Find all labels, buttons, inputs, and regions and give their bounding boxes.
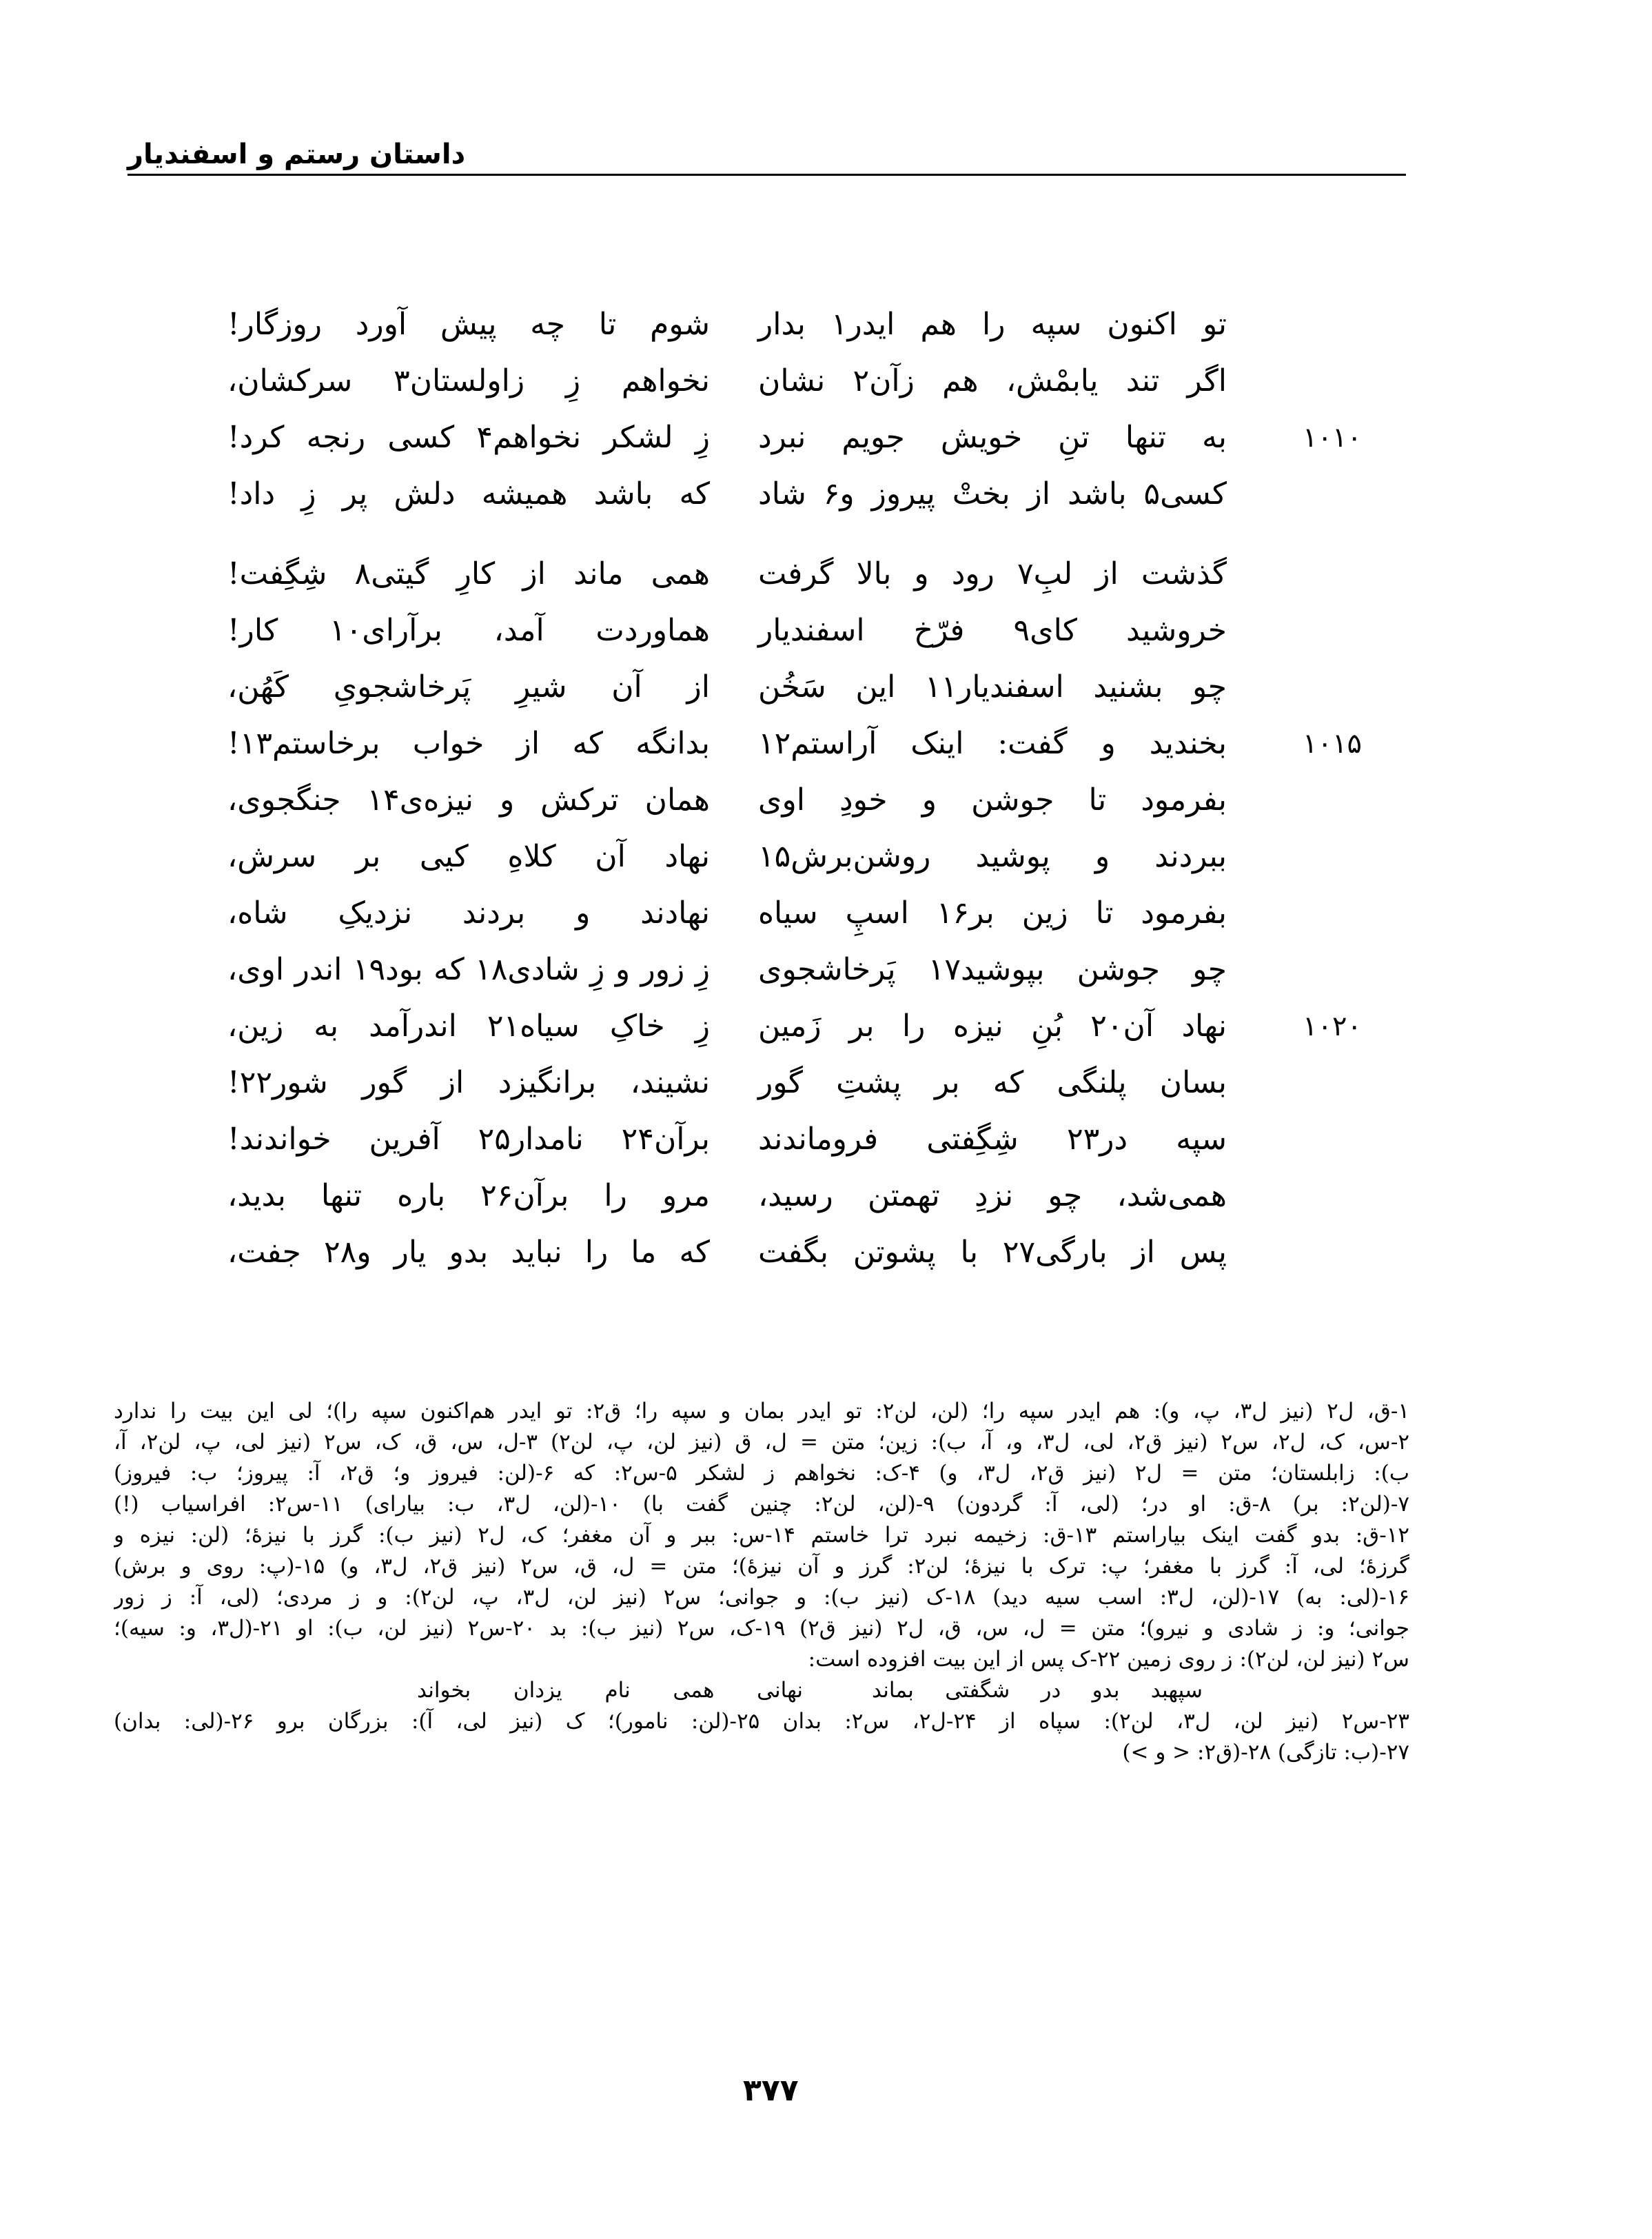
footnote-line: س۲ (نیز لن، لن۲): ز روی زمین ۲۲-ک پس از این بیت افزوده است: [808, 1647, 1409, 1672]
page-number: ۳۷۷ [743, 2073, 799, 2108]
hemistich-second: نهادند و بردند نزدیکِ شاه، [227, 895, 710, 931]
couplet [227, 1111, 1413, 1168]
couplet [227, 1055, 1413, 1111]
hemistich-second: نشیند، برانگیزد از گور شور۲۲! [227, 1065, 710, 1100]
header-rule [128, 174, 1406, 176]
poem-body [227, 296, 1413, 1281]
hemistich-second: از آن شیرِ پَرخاشجویِ کَهُن، [227, 669, 710, 705]
couplet [227, 829, 1413, 885]
couplet [227, 296, 1413, 353]
couplet [227, 466, 1413, 523]
couplet [227, 772, 1413, 829]
footnote-added-verse [114, 1675, 1409, 1706]
stanza-break [227, 523, 1413, 546]
footnote-line: ۲۷-(ب: تازگی) ۲۸-(ق۲: < و >) [1122, 1740, 1409, 1765]
added-verse-second: نهانی همی نام یزدان بخواند [417, 1678, 803, 1703]
hemistich-first: بفرمود تا زین بر۱۶ اسپِ سیاه [758, 895, 1227, 931]
hemistich-second: هماوردت آمد، برآرای۱۰ کار! [227, 613, 710, 648]
hemistich-second: نخواهم زِ زاولستان۳ سرکشان، [227, 363, 711, 398]
couplet [227, 353, 1413, 409]
couplet [227, 409, 1413, 466]
couplet [227, 602, 1413, 659]
book-title: داستان رستم و اسفندیار [128, 139, 466, 170]
hemistich-second: همی ماند از کارِ گیتی۸ شِگِفت! [227, 556, 711, 591]
hemistich-second: شوم تا چه پیش آورد روزگار! [227, 307, 710, 342]
hemistich-first: بسان پلنگی که بر پشتِ گور [758, 1065, 1227, 1100]
footnote-line: ۲۳-س۲ (نیز لن، ل۳، لن۲): سپاه از ۲۴-ل۲، س۲: بدان ۲۵-(لن: نامور)؛ ک (نیز لی، آ): بزرگان برو ۲۶-(لی: بدان) [114, 1709, 1409, 1734]
hemistich-first: همی‌شد، چو نزدِ تهمتن رسید، [758, 1178, 1227, 1213]
verse-number: ۱۰۱۰ [1303, 422, 1362, 454]
footnote-line: ۱۶-(لی: به) ۱۷-(لن، ل۳: اسب سیه دید) ۱۸-ک (نیز ب): و جوانی؛ س۲ (نیز لن، ل۳، پ، لن۲): و ز مردی؛ (لی، آ: ز زور [114, 1585, 1409, 1610]
couplet [227, 546, 1413, 602]
footnote-line: جوانی؛ و: ز شادی و نیرو)؛ متن = ل، س، ق، ل۲ (نیز ق۲) ۱۹-ک، س۲ (نیز ب): بد ۲۰-س۲ (نیز لن، ب): او ۲۱-(ل۳، و: سیه)؛ [114, 1616, 1409, 1641]
hemistich-second: که ما را نباید بدو یار و۲۸ جفت، [227, 1235, 710, 1270]
hemistich-second: بدانگه که از خواب برخاستم۱۳! [227, 726, 710, 761]
hemistich-first: بخندید و گفت: اینک آراستم۱۲ [758, 726, 1227, 761]
couplet [227, 1168, 1413, 1224]
couplet [227, 942, 1413, 998]
hemistich-first: چو بشنید اسفندیار۱۱ این سَخُن [758, 669, 1227, 705]
stanza-1 [227, 296, 1413, 523]
hemistich-first: به تنها تنِ خویش جویم نبرد [758, 420, 1227, 455]
hemistich-first: ببردند و پوشید روشن‌برش۱۵ [758, 839, 1227, 874]
hemistich-second: زِ زور و زِ شادی۱۸ که بود۱۹ اندر اوی، [227, 952, 710, 987]
footnote-line: ۷-(لن۲: بر) ۸-ق: او در؛ (لی، آ: گردون) ۹-(لن، لن۲: چنین گفت با) ۱۰-(لن، ل۳، ب: بیارای) ۱۱-س۲: افراسیاب (!) [114, 1492, 1409, 1517]
verse-number: ۱۰۱۵ [1303, 728, 1362, 760]
footnote-line: گرزهٔ؛ لی، آ: گرز با مغفر؛ پ: ترک با نیزهٔ؛ لن۲: گرز و آن نیزهٔ)؛ متن = ل، ق، س۲ (نیز ق۲، ل۳، و) ۱۵-(پ: روی و برش) [114, 1554, 1409, 1579]
hemistich-second: زِ لشکر نخواهم۴ کسی رنجه کرد! [227, 420, 711, 455]
hemistich-second: نهاد آن کلاهِ کیی بر سرش، [227, 839, 710, 874]
footnotes [114, 1396, 1409, 1768]
hemistich-first: نهاد آن۲۰ بُنِ نیزه را بر زَمین [758, 1009, 1227, 1044]
hemistich-first: بفرمود تا جوشن و خودِ اوی [758, 782, 1227, 818]
hemistich-first: چو جوشن بپوشید۱۷ پَرخاشجوی [758, 952, 1227, 987]
hemistich-first: گذشت از لبِ۷ رود و بالا گرفت [758, 556, 1227, 591]
hemistich-second: که باشد همیشه دلش پر زِ داد! [227, 476, 710, 511]
couplet [227, 716, 1413, 772]
hemistich-second: زِ خاکِ سیاه۲۱ اندرآمد به زین، [227, 1009, 710, 1044]
hemistich-second: برآن۲۴ نامدار۲۵ آفرین خواندند! [227, 1122, 710, 1157]
footnote-line: ۲-س، ک، ل۲، س۲ (نیز ق۲، لی، ل۳، و، آ، ب): زین؛ متن = ل، ق (نیز لن، پ، لن۲) ۳-ل، س، ق، ک، س۲ (نیز لی، پ، لن۲، آ، [114, 1430, 1409, 1455]
hemistich-second: همان ترکش و نیزه‌ی۱۴ جنگجوی، [227, 782, 710, 818]
hemistich-first: خروشید کای۹ فرّخ اسفندیار [758, 613, 1227, 648]
running-header [128, 135, 1406, 176]
couplet [227, 885, 1413, 942]
footnote-line: ۱۲-ق: بدو گفت اینک بیاراستم ۱۳-ق: زخیمه نبرد ترا خاستم ۱۴-س: ببر و آن مغفر؛ ک، ل۲ (نیز ب): گرز با نیزهٔ؛ (لن: نیزه و [114, 1523, 1409, 1548]
stanza-2 [227, 546, 1413, 1281]
hemistich-first: پس از بارگی۲۷ با پشوتن بگفت [758, 1235, 1227, 1270]
footnote-line: ب): زابلستان؛ متن = ل۲ (نیز ق۲، ل۳، و) ۴-ک: نخواهم ز لشکر ۵-س۲: که ۶-(لن: فیروز و؛ ق۲، آ: پیروز؛ ب: فیروز) [114, 1461, 1409, 1486]
hemistich-first: اگر تند یابمْش، هم زآن۲ نشان [758, 363, 1227, 398]
hemistich-first: تو اکنون سپه را هم ایدر۱ بدار [758, 307, 1227, 342]
couplet [227, 998, 1413, 1055]
couplet [227, 659, 1413, 716]
couplet [227, 1224, 1413, 1281]
hemistich-first: کسی۵ باشد از بختْ پیروز و۶ شاد [758, 476, 1227, 511]
hemistich-second: مرو را برآن۲۶ باره تنها بدید، [227, 1178, 710, 1213]
hemistich-first: سپه در۲۳ شِگِفتی فروماندند [758, 1122, 1227, 1157]
added-verse-first: سپهبد بدو در شگفتی بماند [872, 1678, 1203, 1703]
footnote-line: ۱-ق، ل۲ (نیز ل۳، پ، و): هم ایدر سپه را؛ (لن، لن۲: تو ایدر بمان و سپه را؛ ق۲: تو ایدر هم‌اکنون سپه را)؛ لی این بیت را ندارد [114, 1399, 1409, 1424]
verse-number: ۱۰۲۰ [1303, 1011, 1362, 1042]
